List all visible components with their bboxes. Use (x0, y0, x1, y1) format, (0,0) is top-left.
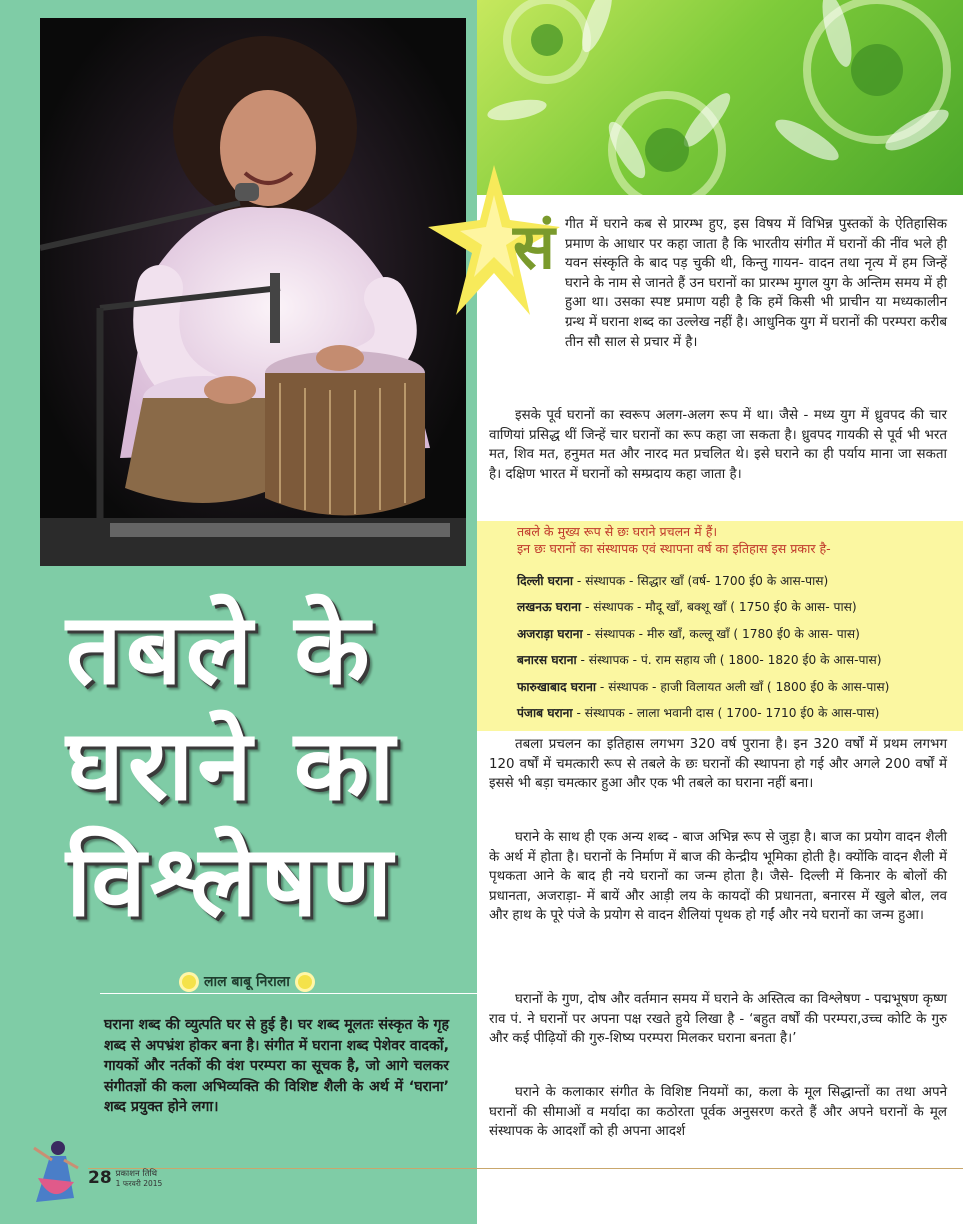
footer-divider (88, 1168, 963, 1169)
magazine-info (116, 1169, 163, 1188)
page-footer (88, 1168, 162, 1188)
paragraph-6 (489, 1083, 947, 1142)
paragraph-2 (489, 406, 947, 484)
drop-cap: सं (513, 210, 555, 283)
gharana-detail: - संस्थापक - मीरु खाँ, कल्लू खाँ ( 1780 ई0 के आस- पास) (582, 626, 860, 641)
paragraph-2-text: इसके पूर्व घरानों का स्वरूप अलग-अलग रूप में था। जैसे - मध्य युग में ध्रुवपद की चार वाणियां प्रसिद्ध थीं जिन्हें चार घरानों का रूप कहा जा सकता है। ध्रुवपद गायकी से पूर्व भी भरत मत, शिव मत, हनुमत मत और नारद मत प्रचलित थे। इसे घराने का ही पर्याय माना जा सकता है। दक्षिण भारत में घरानों को सम्प्रदाय कहा जाता है। (489, 408, 947, 482)
gharana-list-intro: तबले के मुख्य रूप से छः घराने प्रचलन में हैं। इन छः घरानों का संस्थापक एवं स्थापना वर्ष का इतिहास इस प्रकार है- (517, 524, 831, 556)
issue-date: 1 फरवरी 2015 (115, 1179, 163, 1188)
title-line-3: विश्लेषण (66, 825, 397, 939)
article-title (66, 592, 466, 940)
flower-icon (182, 975, 196, 989)
gharana-detail: - संस्थापक - हाजी विलायत अली खाँ ( 1800 ई0 के आस-पास) (596, 679, 890, 694)
list-item (517, 621, 957, 647)
list-item (517, 700, 957, 726)
gharana-name: फारुखाबाद घराना (517, 679, 597, 694)
gharana-list (517, 568, 957, 726)
paragraph-4-text: घराने के साथ ही एक अन्य शब्द - बाज अभिन्न रूप से जुड़ा है। बाज का प्रयोग वादन शैली के अर्थ में होता है। घरानों के निर्माण में बाज की केन्द्रीय भूमिका होती है। क्योंकि वादन शैली में पृथकता आने के बाद ही नये घरानों का जन्म होता है। जैसे- दिल्ली में किनार के बोलों की प्रधानता, अजराड़ा- में बायें और आड़ी लय के कायदों की प्रधानता, बनारस में खुले बोल, लव और हाथ के पूरे पंजे के प्रयोग से वादन शैलियां पृथक हो गईं और नये घरानों का जन्म हुआ। (489, 830, 947, 924)
gharana-detail: - संस्थापक - मौदू खाँ, बक्शू खाँ ( 1750 ई0 के आस- पास) (581, 600, 857, 615)
paragraph-1-text: गीत में घराने कब से प्रारम्भ हुए, इस विषय में विभिन्न पुस्तकों के ऐतिहासिक प्रमाण के आधार पर कहा जाता है कि भारतीय संगीत में घरानों की नींव भले ही यवन संस्कृति के बाद पड़ चुकी थी, किन्तु गायन- वादन तथा नृत्य में हम जिन्हें घराने के नाम से जानते हैं उन घरानों का प्रारम्भ मुगल युग के अन्तिम समय में ही हुआ था। उसका स्पष्ट प्रमाण यही है कि हमें किसी भी प्राचीन या मध्यकालीन ग्रन्थ में घराना शब्द का उल्लेख नहीं है। आधुनिक युग में घरानों की परम्परा करीब तीन सौ साल से प्रचार में है। (565, 217, 947, 350)
list-item (517, 674, 957, 700)
gharana-name: बनारस घराना (517, 653, 577, 668)
byline (182, 972, 312, 991)
list-item (517, 647, 957, 673)
gharana-name: दिल्ली घराना (517, 574, 574, 588)
list-item (517, 568, 957, 594)
paragraph-4 (489, 828, 947, 926)
gharana-detail: - संस्थापक - पं. राम सहाय जी ( 1800- 1820 ई0 के आस-पास) (576, 653, 882, 668)
gharana-name: पंजाब घराना (517, 706, 573, 721)
paragraph-5 (489, 990, 947, 1049)
title-line-2: घराने का (66, 709, 399, 823)
page-number: 28 (88, 1168, 112, 1188)
byline-divider (100, 993, 477, 994)
author-name: लाल बाबू निराला (204, 974, 290, 990)
list-item (517, 594, 957, 620)
title-line-1: तबले के (66, 593, 374, 707)
tabla-player-photo (40, 18, 466, 566)
flower-icon (298, 975, 312, 989)
paragraph-5-text: घरानों के गुण, दोष और वर्तमान समय में घराने के अस्तित्व का विश्लेषण - पद्मभूषण कृष्ण राव पं. ने घरानों पर अपना पक्ष रखते हुये लिखा है - ‘बहुत वर्षों की परम्परा,उच्च कोटि के गुरु और कई पीढ़ियों की गुरु-शिष्य परम्परा मिलकर घराना बनता है।’ (489, 992, 947, 1047)
dancer-icon (28, 1138, 80, 1208)
paragraph-1 (489, 210, 947, 352)
paragraph-3 (489, 735, 947, 794)
intro-paragraph: घराना शब्द की व्युत्पति घर से हुई है। घर शब्द मूलतः संस्कृत के गृह शब्द से अपभ्रंश होकर बना है। संगीत में घराना शब्द पेशेवर वादकों, गायकों और नर्तकों की वंश परम्परा का सूचक है, जो आगे चलकर संगीतज्ञों की कला अभिव्यक्ति की विशिष्ट शैली के अर्थ में ‘घराना’ शब्द प्रयुक्त होने लगा। (104, 1017, 449, 1115)
paragraph-6-text: घराने के कलाकार संगीत के विशिष्ट नियमों का, कला के मूल सिद्धान्तों का तथा अपने घरानों की सीमाओं व मर्यादा का कठोरता पूर्वक अनुसरण करते हैं और अपने घरानों के मूल संस्थापक के आदर्शों को ही अपना आदर्श (489, 1085, 947, 1140)
gharana-detail: - संस्थापक - लाला भवानी दास ( 1700- 1710 ई0 के आस-पास) (572, 706, 880, 721)
gharana-name: अजराड़ा घराना (517, 626, 583, 641)
paragraph-3-text: तबला प्रचलन का इतिहास लगभग 320 वर्ष पुराना है। इन 320 वर्षों में प्रथम लगभग 120 वर्षों में चमत्कारी रूप से तबले के छः घरानों की स्थापना हो गई और अगले 200 वर्षों में इससे भी बड़ा चमत्कार हुआ और एक भी तबले का घराना नहीं बना। (489, 737, 947, 792)
gharana-name: लखनऊ घराना (517, 600, 582, 615)
magazine-name: प्रकाशन तिथि (115, 1169, 158, 1179)
gharana-detail: - संस्थापक - सिद्धार खाँ (वर्ष- 1700 ई0 के आस-पास) (573, 574, 829, 588)
